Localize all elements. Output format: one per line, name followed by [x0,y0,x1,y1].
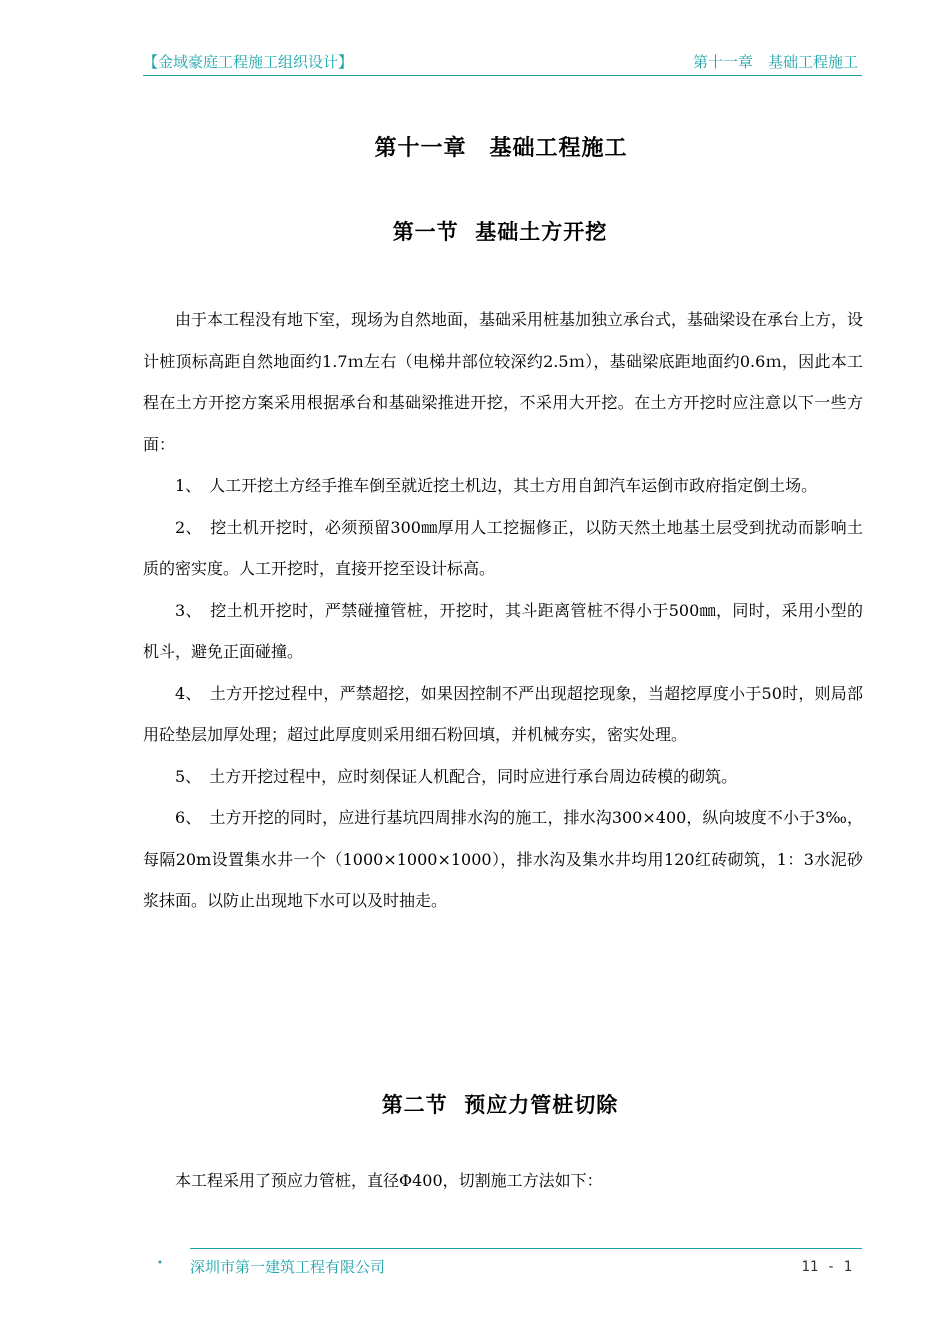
paragraph-item-1: 1、 人工开挖土方经手推车倒至就近挖土机边，其土方用自卸汽车运倒市政府指定倒土场。 [175,476,818,495]
header-divider [143,75,862,76]
paragraph-item-6: 6、 土方开挖的同时，应进行基坑四周排水沟的施工，排水沟300×400，纵向坡度不小于3‰，每隔20m设置集水井一个（1000×1000×1000），排水沟及集水井均用120红砖砌筑，1：3水泥砂浆抹面。以防止出现地下水可以及时抽走。 [143,808,863,910]
section-2-body [143,1160,863,1202]
header-chapter-name: 第十一章 基础工程施工 [692,53,858,71]
paragraph-item-5: 5、 土方开挖过程中，应时刻保证人机配合，同时应进行承台周边砖模的砌筑。 [175,766,738,786]
section-2-title: 第二节 预应力管桩切除 [381,1092,619,1117]
header-document-title: 【金域豪庭工程施工组织设计】 [143,53,354,71]
paragraph-item-2: 2、 挖土机开挖时，必须预留300㎜厚用人工挖掘修正，以防天然土地基土层受到扰动而影响土质的密实度。人工开挖时，直接开挖至设计标高。 [143,517,863,578]
paragraph-intro: 由于本工程没有地下室，现场为自然地面，基础采用桩基加独立承台式，基础梁设在承台上方，设计桩顶标高距自然地面约1.7ｍ左右（电梯井部位较深约2.5ｍ），基础梁底距地面约0.6ｍ，因此本工程在土方开挖方案采用根据承台和基础梁推进开挖，不采用大开挖。在土方开挖时应注意以下一些方面： [143,310,864,454]
paragraph-item-3: 3、 挖土机开挖时，严禁碰撞管桩，开挖时，其斗距离管桩不得小于500㎜，同时，采用小型的机斗，避免正面碰撞。 [143,600,863,661]
paragraph-item-4: 4、 土方开挖过程中，严禁超挖，如果因控制不严出现超挖现象，当超挖厚度小于50时，则局部用砼垫层加厚处理；超过此厚度则采用细石粉回填，并机械夯实，密实处理。 [143,683,863,744]
footer-page-number: 11 - 1 [801,1259,852,1275]
footer-divider [190,1248,862,1249]
footer-bullet: • [157,1258,163,1269]
chapter-title: 第十一章 基础工程施工 [374,135,628,161]
section-1-title: 第一节 基础土方开挖 [392,219,608,244]
section-1-body [143,299,863,922]
footer-company: 深圳市第一建筑工程有限公司 [190,1258,386,1276]
paragraph-section-2-intro: 本工程采用了预应力管桩，直径Φ400，切割施工方法如下： [175,1171,603,1190]
